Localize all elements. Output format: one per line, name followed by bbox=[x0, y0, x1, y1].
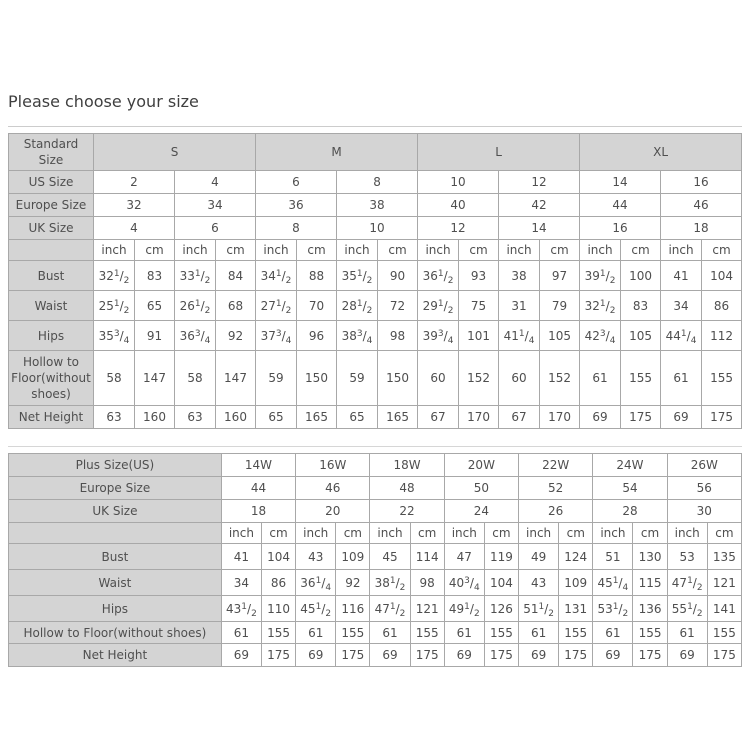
value-cell: 147 bbox=[216, 351, 256, 406]
size-header-cell: 26W bbox=[667, 454, 741, 477]
value-cell: 61 bbox=[221, 622, 261, 644]
value-cell: $39^1/_2$ bbox=[580, 261, 621, 291]
value-cell: 98 bbox=[378, 321, 418, 351]
size-value-cell: 14 bbox=[499, 217, 580, 240]
size-value-cell: 50 bbox=[444, 477, 518, 500]
value-cell: 34 bbox=[661, 291, 702, 321]
value-cell: 115 bbox=[633, 570, 667, 596]
value-cell: $40^3/_4$ bbox=[444, 570, 484, 596]
value-cell: 175 bbox=[707, 644, 741, 667]
row-label-cell: Hips bbox=[9, 596, 222, 622]
value-cell: 90 bbox=[378, 261, 418, 291]
size-header-cell: 22W bbox=[519, 454, 593, 477]
value-cell: 86 bbox=[261, 570, 295, 596]
value-cell: 165 bbox=[297, 406, 337, 429]
unit-inch-cell: inch bbox=[256, 240, 297, 261]
value-cell: 114 bbox=[410, 544, 444, 570]
table-header-label-cell: Standard Size bbox=[9, 134, 94, 171]
unit-cm-cell: cm bbox=[633, 523, 667, 544]
size-value-cell: 12 bbox=[418, 217, 499, 240]
value-cell: $27^1/_2$ bbox=[256, 291, 297, 321]
value-cell: $38^3/_4$ bbox=[337, 321, 378, 351]
standard-size-table bbox=[8, 133, 742, 429]
value-cell: 155 bbox=[621, 351, 661, 406]
value-cell: $35^1/_2$ bbox=[337, 261, 378, 291]
table-header-label-cell: Plus Size(US) bbox=[9, 454, 222, 477]
unit-cm-cell: cm bbox=[410, 523, 444, 544]
value-cell: 67 bbox=[499, 406, 540, 429]
unit-cm-cell: cm bbox=[484, 523, 518, 544]
value-cell: $47^1/_2$ bbox=[370, 596, 410, 622]
size-value-cell: 8 bbox=[337, 171, 418, 194]
value-cell: 72 bbox=[378, 291, 418, 321]
row-label-cell: Net Height bbox=[9, 644, 222, 667]
value-cell: 69 bbox=[370, 644, 410, 667]
size-value-cell: 10 bbox=[418, 171, 499, 194]
size-value-cell: 6 bbox=[256, 171, 337, 194]
value-cell: 136 bbox=[633, 596, 667, 622]
unit-cm-cell: cm bbox=[336, 523, 370, 544]
value-cell: 165 bbox=[378, 406, 418, 429]
unit-inch-cell: inch bbox=[221, 523, 261, 544]
value-cell: 97 bbox=[540, 261, 580, 291]
value-cell: 155 bbox=[633, 622, 667, 644]
value-cell: 175 bbox=[336, 644, 370, 667]
value-cell: 160 bbox=[216, 406, 256, 429]
size-value-cell: 24 bbox=[444, 500, 518, 523]
value-cell: 69 bbox=[221, 644, 261, 667]
unit-corner-cell bbox=[9, 240, 94, 261]
value-cell: 79 bbox=[540, 291, 580, 321]
value-cell: 104 bbox=[484, 570, 518, 596]
plus-size-table-body bbox=[9, 454, 742, 667]
value-cell: $36^1/_2$ bbox=[418, 261, 459, 291]
row-label-cell: UK Size bbox=[9, 500, 222, 523]
value-cell: 175 bbox=[559, 644, 593, 667]
value-cell: 61 bbox=[661, 351, 702, 406]
value-cell: $34^1/_2$ bbox=[256, 261, 297, 291]
value-cell: 43 bbox=[519, 570, 559, 596]
value-cell: 92 bbox=[336, 570, 370, 596]
row-label-cell: Hips bbox=[9, 321, 94, 351]
size-value-cell: 16 bbox=[661, 171, 742, 194]
value-cell: 47 bbox=[444, 544, 484, 570]
size-value-cell: 38 bbox=[337, 194, 418, 217]
value-cell: 160 bbox=[135, 406, 175, 429]
unit-inch-cell: inch bbox=[175, 240, 216, 261]
value-cell: 110 bbox=[261, 596, 295, 622]
value-cell: 70 bbox=[297, 291, 337, 321]
unit-inch-cell: inch bbox=[667, 523, 707, 544]
value-cell: 75 bbox=[459, 291, 499, 321]
value-cell: 38 bbox=[499, 261, 540, 291]
value-cell: 83 bbox=[621, 291, 661, 321]
value-cell: 69 bbox=[593, 644, 633, 667]
value-cell: 104 bbox=[261, 544, 295, 570]
value-cell: $49^1/_2$ bbox=[444, 596, 484, 622]
size-header-cell: S bbox=[94, 134, 256, 171]
value-cell: 51 bbox=[593, 544, 633, 570]
row-label-cell: Hollow to Floor(without shoes) bbox=[9, 351, 94, 406]
size-header-cell: 16W bbox=[296, 454, 370, 477]
value-cell: 100 bbox=[621, 261, 661, 291]
unit-inch-cell: inch bbox=[593, 523, 633, 544]
unit-inch-cell: inch bbox=[370, 523, 410, 544]
standard-size-table-body bbox=[9, 134, 742, 429]
value-cell: 155 bbox=[702, 351, 742, 406]
unit-inch-cell: inch bbox=[94, 240, 135, 261]
value-cell: $45^1/_4$ bbox=[593, 570, 633, 596]
value-cell: 69 bbox=[661, 406, 702, 429]
unit-inch-cell: inch bbox=[519, 523, 559, 544]
value-cell: 121 bbox=[410, 596, 444, 622]
size-value-cell: 14 bbox=[580, 171, 661, 194]
value-cell: 147 bbox=[135, 351, 175, 406]
value-cell: 175 bbox=[702, 406, 742, 429]
size-header-cell: M bbox=[256, 134, 418, 171]
value-cell: 60 bbox=[499, 351, 540, 406]
value-cell: 98 bbox=[410, 570, 444, 596]
size-value-cell: 54 bbox=[593, 477, 667, 500]
size-header-cell: 20W bbox=[444, 454, 518, 477]
value-cell: 61 bbox=[370, 622, 410, 644]
unit-inch-cell: inch bbox=[444, 523, 484, 544]
size-value-cell: 2 bbox=[94, 171, 175, 194]
value-cell: 96 bbox=[297, 321, 337, 351]
size-value-cell: 44 bbox=[580, 194, 661, 217]
value-cell: 105 bbox=[621, 321, 661, 351]
size-value-cell: 32 bbox=[94, 194, 175, 217]
value-cell: 105 bbox=[540, 321, 580, 351]
row-label-cell: US Size bbox=[9, 171, 94, 194]
size-value-cell: 18 bbox=[661, 217, 742, 240]
value-cell: 49 bbox=[519, 544, 559, 570]
value-cell: $41^1/_4$ bbox=[499, 321, 540, 351]
size-value-cell: 46 bbox=[661, 194, 742, 217]
unit-cm-cell: cm bbox=[559, 523, 593, 544]
value-cell: 53 bbox=[667, 544, 707, 570]
value-cell: $43^1/_2$ bbox=[221, 596, 261, 622]
value-cell: 63 bbox=[175, 406, 216, 429]
size-value-cell: 42 bbox=[499, 194, 580, 217]
row-label-cell: UK Size bbox=[9, 217, 94, 240]
row-label-cell: Waist bbox=[9, 570, 222, 596]
value-cell: 61 bbox=[593, 622, 633, 644]
value-cell: 69 bbox=[580, 406, 621, 429]
size-value-cell: 8 bbox=[256, 217, 337, 240]
value-cell: $37^3/_4$ bbox=[256, 321, 297, 351]
value-cell: $32^1/_2$ bbox=[94, 261, 135, 291]
value-cell: 58 bbox=[175, 351, 216, 406]
value-cell: 61 bbox=[580, 351, 621, 406]
value-cell: $45^1/_2$ bbox=[296, 596, 336, 622]
value-cell: 41 bbox=[221, 544, 261, 570]
row-label-cell: Bust bbox=[9, 544, 222, 570]
value-cell: $38^1/_2$ bbox=[370, 570, 410, 596]
value-cell: 121 bbox=[707, 570, 741, 596]
divider bbox=[8, 126, 742, 127]
size-header-cell: L bbox=[418, 134, 580, 171]
value-cell: 130 bbox=[633, 544, 667, 570]
unit-cm-cell: cm bbox=[707, 523, 741, 544]
value-cell: 155 bbox=[410, 622, 444, 644]
value-cell: 86 bbox=[702, 291, 742, 321]
unit-cm-cell: cm bbox=[216, 240, 256, 261]
value-cell: $26^1/_2$ bbox=[175, 291, 216, 321]
unit-cm-cell: cm bbox=[702, 240, 742, 261]
unit-cm-cell: cm bbox=[261, 523, 295, 544]
size-value-cell: 4 bbox=[175, 171, 256, 194]
value-cell: 152 bbox=[459, 351, 499, 406]
value-cell: 152 bbox=[540, 351, 580, 406]
size-header-cell: XL bbox=[580, 134, 742, 171]
unit-inch-cell: inch bbox=[296, 523, 336, 544]
size-value-cell: 40 bbox=[418, 194, 499, 217]
unit-inch-cell: inch bbox=[580, 240, 621, 261]
value-cell: $39^3/_4$ bbox=[418, 321, 459, 351]
value-cell: 84 bbox=[216, 261, 256, 291]
value-cell: 155 bbox=[336, 622, 370, 644]
unit-inch-cell: inch bbox=[661, 240, 702, 261]
value-cell: 58 bbox=[94, 351, 135, 406]
size-value-cell: 34 bbox=[175, 194, 256, 217]
value-cell: 61 bbox=[519, 622, 559, 644]
value-cell: 60 bbox=[418, 351, 459, 406]
value-cell: 155 bbox=[559, 622, 593, 644]
value-cell: 91 bbox=[135, 321, 175, 351]
value-cell: $28^1/_2$ bbox=[337, 291, 378, 321]
value-cell: 170 bbox=[459, 406, 499, 429]
value-cell: 155 bbox=[484, 622, 518, 644]
value-cell: 83 bbox=[135, 261, 175, 291]
value-cell: $42^3/_4$ bbox=[580, 321, 621, 351]
plus-size-table bbox=[8, 453, 742, 667]
row-label-cell: Bust bbox=[9, 261, 94, 291]
value-cell: 116 bbox=[336, 596, 370, 622]
value-cell: 92 bbox=[216, 321, 256, 351]
value-cell: $47^1/_2$ bbox=[667, 570, 707, 596]
value-cell: 69 bbox=[667, 644, 707, 667]
size-value-cell: 12 bbox=[499, 171, 580, 194]
value-cell: 93 bbox=[459, 261, 499, 291]
size-header-cell: 24W bbox=[593, 454, 667, 477]
size-value-cell: 30 bbox=[667, 500, 741, 523]
unit-inch-cell: inch bbox=[499, 240, 540, 261]
row-label-cell: Europe Size bbox=[9, 194, 94, 217]
value-cell: 119 bbox=[484, 544, 518, 570]
size-value-cell: 46 bbox=[296, 477, 370, 500]
value-cell: $51^1/_2$ bbox=[519, 596, 559, 622]
value-cell: 61 bbox=[296, 622, 336, 644]
value-cell: 175 bbox=[633, 644, 667, 667]
unit-corner-cell bbox=[9, 523, 222, 544]
size-value-cell: 36 bbox=[256, 194, 337, 217]
size-value-cell: 4 bbox=[94, 217, 175, 240]
size-value-cell: 10 bbox=[337, 217, 418, 240]
value-cell: 31 bbox=[499, 291, 540, 321]
size-value-cell: 52 bbox=[519, 477, 593, 500]
value-cell: 135 bbox=[707, 544, 741, 570]
size-header-cell: 14W bbox=[221, 454, 295, 477]
unit-inch-cell: inch bbox=[418, 240, 459, 261]
divider bbox=[8, 446, 742, 447]
value-cell: 175 bbox=[621, 406, 661, 429]
value-cell: 67 bbox=[418, 406, 459, 429]
value-cell: 59 bbox=[256, 351, 297, 406]
value-cell: 175 bbox=[410, 644, 444, 667]
unit-cm-cell: cm bbox=[540, 240, 580, 261]
value-cell: 61 bbox=[444, 622, 484, 644]
unit-cm-cell: cm bbox=[135, 240, 175, 261]
value-cell: $32^1/_2$ bbox=[580, 291, 621, 321]
value-cell: 124 bbox=[559, 544, 593, 570]
row-label-cell: Net Height bbox=[9, 406, 94, 429]
size-value-cell: 6 bbox=[175, 217, 256, 240]
size-value-cell: 28 bbox=[593, 500, 667, 523]
value-cell: $55^1/_2$ bbox=[667, 596, 707, 622]
value-cell: 109 bbox=[559, 570, 593, 596]
value-cell: 155 bbox=[707, 622, 741, 644]
value-cell: 150 bbox=[378, 351, 418, 406]
value-cell: 101 bbox=[459, 321, 499, 351]
value-cell: $53^1/_2$ bbox=[593, 596, 633, 622]
value-cell: $36^1/_4$ bbox=[296, 570, 336, 596]
value-cell: 41 bbox=[661, 261, 702, 291]
value-cell: 131 bbox=[559, 596, 593, 622]
size-value-cell: 56 bbox=[667, 477, 741, 500]
value-cell: 175 bbox=[261, 644, 295, 667]
value-cell: 141 bbox=[707, 596, 741, 622]
value-cell: 65 bbox=[135, 291, 175, 321]
size-value-cell: 22 bbox=[370, 500, 444, 523]
value-cell: 109 bbox=[336, 544, 370, 570]
value-cell: $35^3/_4$ bbox=[94, 321, 135, 351]
size-value-cell: 18 bbox=[221, 500, 295, 523]
value-cell: 69 bbox=[296, 644, 336, 667]
value-cell: 63 bbox=[94, 406, 135, 429]
value-cell: 170 bbox=[540, 406, 580, 429]
value-cell: 112 bbox=[702, 321, 742, 351]
size-value-cell: 16 bbox=[580, 217, 661, 240]
unit-cm-cell: cm bbox=[621, 240, 661, 261]
value-cell: 65 bbox=[337, 406, 378, 429]
value-cell: 69 bbox=[444, 644, 484, 667]
unit-cm-cell: cm bbox=[297, 240, 337, 261]
value-cell: $29^1/_2$ bbox=[418, 291, 459, 321]
row-label-cell: Hollow to Floor(without shoes) bbox=[9, 622, 222, 644]
value-cell: $33^1/_2$ bbox=[175, 261, 216, 291]
unit-inch-cell: inch bbox=[337, 240, 378, 261]
value-cell: 68 bbox=[216, 291, 256, 321]
value-cell: 34 bbox=[221, 570, 261, 596]
value-cell: 155 bbox=[261, 622, 295, 644]
row-label-cell: Waist bbox=[9, 291, 94, 321]
row-label-cell: Europe Size bbox=[9, 477, 222, 500]
value-cell: $36^3/_4$ bbox=[175, 321, 216, 351]
size-value-cell: 44 bbox=[221, 477, 295, 500]
size-header-cell: 18W bbox=[370, 454, 444, 477]
value-cell: 61 bbox=[667, 622, 707, 644]
value-cell: 126 bbox=[484, 596, 518, 622]
value-cell: 104 bbox=[702, 261, 742, 291]
unit-cm-cell: cm bbox=[459, 240, 499, 261]
size-value-cell: 48 bbox=[370, 477, 444, 500]
value-cell: 45 bbox=[370, 544, 410, 570]
size-value-cell: 26 bbox=[519, 500, 593, 523]
size-value-cell: 20 bbox=[296, 500, 370, 523]
value-cell: 43 bbox=[296, 544, 336, 570]
value-cell: $44^1/_4$ bbox=[661, 321, 702, 351]
page-title: Please choose your size bbox=[8, 92, 199, 111]
value-cell: 59 bbox=[337, 351, 378, 406]
value-cell: 150 bbox=[297, 351, 337, 406]
value-cell: 69 bbox=[519, 644, 559, 667]
value-cell: 88 bbox=[297, 261, 337, 291]
value-cell: 175 bbox=[484, 644, 518, 667]
unit-cm-cell: cm bbox=[378, 240, 418, 261]
value-cell: $25^1/_2$ bbox=[94, 291, 135, 321]
value-cell: 65 bbox=[256, 406, 297, 429]
